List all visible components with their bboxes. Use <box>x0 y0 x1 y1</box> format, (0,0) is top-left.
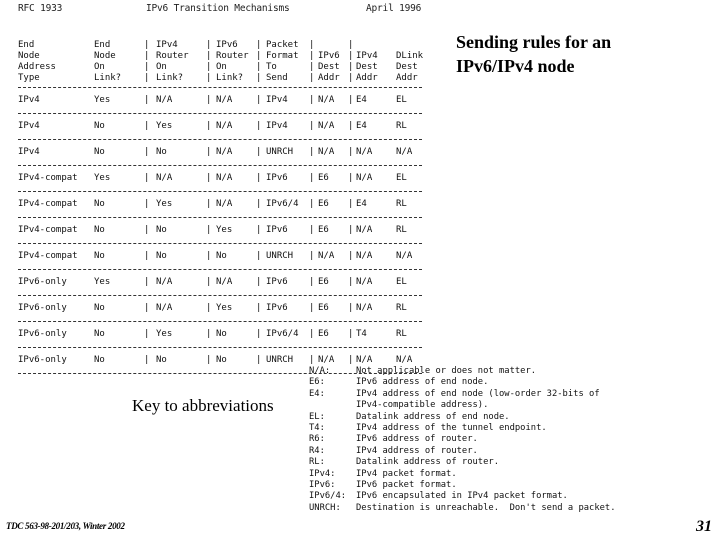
table-cell: Yes <box>94 277 111 287</box>
abbreviation-definition: Destination is unreachable. Don't send a packet. <box>356 502 616 513</box>
column-divider: | <box>206 251 212 261</box>
column-divider: | <box>309 121 315 131</box>
column-divider: | <box>256 355 262 365</box>
abbreviation-definition: IPv6 address of end node. <box>356 377 489 388</box>
rfc-number: RFC 1933 <box>18 3 63 14</box>
table-cell: EL <box>396 173 407 183</box>
table-cell: E6 <box>318 225 329 235</box>
table-cell: IPv6-only <box>18 303 67 313</box>
column-divider: | <box>144 73 150 83</box>
table-cell: Address <box>18 62 56 72</box>
table-cell: No <box>94 303 105 313</box>
abbreviation-key: E6: <box>309 377 325 388</box>
column-divider: | <box>309 173 315 183</box>
column-divider: | <box>348 303 354 313</box>
table-cell: No <box>94 147 105 157</box>
column-divider: | <box>144 251 150 261</box>
column-divider: | <box>144 51 150 61</box>
table-cell: IPv4 <box>18 147 40 157</box>
column-divider: | <box>256 277 262 287</box>
table-cell: N/A <box>318 121 335 131</box>
column-divider: | <box>206 73 212 83</box>
table-header-row <box>18 51 426 62</box>
table-row <box>18 173 426 185</box>
table-cell: N/A <box>156 173 173 183</box>
row-separator <box>18 191 422 193</box>
row-separator <box>18 295 422 297</box>
column-divider: | <box>348 355 354 365</box>
table-cell: No <box>156 147 167 157</box>
table-cell: N/A <box>318 147 335 157</box>
table-cell: E6 <box>318 329 329 339</box>
table-row <box>18 303 426 315</box>
table-cell: N/A <box>156 95 173 105</box>
column-divider: | <box>256 199 262 209</box>
table-cell: Dest <box>318 62 340 72</box>
table-row <box>18 199 426 211</box>
table-cell: No <box>94 121 105 131</box>
key-title: Key to abbreviations <box>132 396 274 415</box>
table-cell: Router <box>216 51 249 61</box>
table-row <box>18 147 426 159</box>
table-cell: N/A <box>216 277 233 287</box>
column-divider: | <box>309 303 315 313</box>
column-divider: | <box>348 173 354 183</box>
table-cell: IPv6 <box>216 40 238 50</box>
table-cell: E4 <box>356 95 367 105</box>
abbreviation-key: UNRCH: <box>309 502 341 513</box>
table-cell: Yes <box>156 199 173 209</box>
table-cell: N/A <box>216 147 233 157</box>
column-divider: | <box>309 277 315 287</box>
abbreviation-definition: IPv4 address of the tunnel endpoint. <box>356 422 547 433</box>
column-divider: | <box>309 225 315 235</box>
table-cell: IPv6 <box>266 173 288 183</box>
table-cell: E6 <box>318 199 329 209</box>
table-cell: Packet <box>266 40 299 50</box>
table-cell: IPv4-compat <box>18 173 78 183</box>
abbreviation-definition: IPv4 address of router. <box>356 445 478 456</box>
table-cell: No <box>94 225 105 235</box>
table-cell: IPv4 <box>18 95 40 105</box>
table-cell: Dest <box>356 62 378 72</box>
table-cell: UNRCH <box>266 147 294 157</box>
table-row <box>18 95 426 107</box>
table-cell: IPv6-only <box>18 329 67 339</box>
column-divider: | <box>144 121 150 131</box>
column-divider: | <box>256 147 262 157</box>
table-cell: End <box>94 40 111 50</box>
table-cell: N/A <box>356 173 373 183</box>
column-divider: | <box>256 225 262 235</box>
table-cell: Yes <box>216 225 233 235</box>
row-separator <box>18 243 422 245</box>
table-cell: Yes <box>156 329 173 339</box>
table-cell: IPv6 <box>266 277 288 287</box>
column-divider: | <box>144 303 150 313</box>
table-cell: N/A <box>356 355 373 365</box>
table-cell: Node <box>18 51 40 61</box>
table-cell: E6 <box>318 303 329 313</box>
abbreviation-key: N/A: <box>309 366 331 376</box>
abbreviation-definition: Datalink address of router. <box>356 457 499 468</box>
table-cell: UNRCH <box>266 355 294 365</box>
table-cell: Link? <box>216 73 244 83</box>
table-cell: No <box>216 355 227 365</box>
rfc-header <box>18 3 428 17</box>
row-separator <box>18 347 422 349</box>
column-divider: | <box>206 277 212 287</box>
column-divider: | <box>309 73 315 83</box>
column-divider: | <box>256 303 262 313</box>
abbreviation-key: IPv4: <box>309 468 336 479</box>
table-cell: On <box>94 62 105 72</box>
column-divider: | <box>256 62 262 72</box>
table-cell: IPv6 <box>266 225 288 235</box>
table-cell: Addr <box>396 73 418 83</box>
table-cell: DLink <box>396 51 424 61</box>
table-cell: E4 <box>356 199 367 209</box>
table-cell: Dest <box>396 62 418 72</box>
table-cell: No <box>216 329 227 339</box>
abbreviation-definition: Datalink address of end node. <box>356 411 510 422</box>
table-cell: RL <box>396 225 407 235</box>
column-divider: | <box>206 40 212 50</box>
table-cell: N/A <box>216 95 233 105</box>
column-divider: | <box>256 251 262 261</box>
slide-title: Sending rules for an IPv6/IPv4 node <box>456 32 612 76</box>
column-divider: | <box>348 51 354 61</box>
table-cell: Type <box>18 73 40 83</box>
column-divider: | <box>256 121 262 131</box>
table-cell: N/A <box>156 303 173 313</box>
table-cell: T4 <box>356 329 367 339</box>
column-divider: | <box>206 303 212 313</box>
column-divider: | <box>144 225 150 235</box>
table-cell: N/A <box>356 251 373 261</box>
table-cell: IPv4 <box>18 121 40 131</box>
column-divider: | <box>144 40 150 50</box>
row-separator <box>18 113 422 115</box>
table-cell: No <box>94 329 105 339</box>
table-header-row <box>18 73 426 84</box>
abbreviation-definition: IPv6 address of router. <box>356 434 478 445</box>
table-cell: N/A <box>216 173 233 183</box>
column-divider: | <box>256 329 262 339</box>
table-cell: N/A <box>216 199 233 209</box>
table-cell: N/A <box>356 147 373 157</box>
table-cell: EL <box>396 95 407 105</box>
row-separator <box>18 217 422 219</box>
table-cell: N/A <box>356 225 373 235</box>
row-separator <box>18 139 422 141</box>
table-cell: N/A <box>216 121 233 131</box>
table-cell: Format <box>266 51 299 61</box>
table-cell: IPv4 <box>266 121 288 131</box>
column-divider: | <box>206 51 212 61</box>
column-divider: | <box>256 173 262 183</box>
column-divider: | <box>348 251 354 261</box>
abbreviation-key: EL: <box>309 411 325 422</box>
abbreviation-key: R4: <box>309 445 325 456</box>
column-divider: | <box>144 95 150 105</box>
table-cell: N/A <box>156 277 173 287</box>
row-separator <box>18 165 422 167</box>
column-divider: | <box>309 251 315 261</box>
column-divider: | <box>348 121 354 131</box>
table-cell: IPv4 <box>156 40 178 50</box>
table-row <box>18 277 426 289</box>
abbreviation-definition: IPv4-compatible address). <box>356 400 489 411</box>
table-cell: RL <box>396 303 407 313</box>
table-cell: Yes <box>156 121 173 131</box>
rfc-title: IPv6 Transition Mechanisms <box>146 3 290 14</box>
column-divider: | <box>348 73 354 83</box>
table-cell: IPv6 <box>266 303 288 313</box>
abbreviation-key: E4: <box>309 388 325 399</box>
table-cell: To <box>266 62 277 72</box>
column-divider: | <box>309 40 315 50</box>
column-divider: | <box>144 147 150 157</box>
course-footer: TDC 563-98-201/203, Winter 2002 <box>6 521 125 531</box>
column-divider: | <box>309 199 315 209</box>
column-divider: | <box>206 355 212 365</box>
table-cell: No <box>94 251 105 261</box>
table-cell: EL <box>396 277 407 287</box>
table-cell: E4 <box>356 121 367 131</box>
table-cell: IPv6-only <box>18 355 67 365</box>
column-divider: | <box>348 199 354 209</box>
table-cell: Addr <box>356 73 378 83</box>
table-cell: N/A <box>318 251 335 261</box>
column-divider: | <box>348 62 354 72</box>
table-cell: IPv6/4 <box>266 329 299 339</box>
abbreviation-definition: Not applicable or does not matter. <box>356 366 537 376</box>
column-divider: | <box>348 329 354 339</box>
table-cell: Yes <box>94 95 111 105</box>
column-divider: | <box>144 355 150 365</box>
table-cell: E6 <box>318 173 329 183</box>
column-divider: | <box>348 225 354 235</box>
row-separator <box>18 87 422 89</box>
table-row <box>18 121 426 133</box>
table-cell: Router <box>156 51 189 61</box>
table-cell: IPv4-compat <box>18 225 78 235</box>
row-separator <box>18 321 422 323</box>
table-row <box>18 225 426 237</box>
table-cell: RL <box>396 199 407 209</box>
column-divider: | <box>256 95 262 105</box>
table-cell: No <box>156 225 167 235</box>
column-divider: | <box>206 95 212 105</box>
abbreviation-key: RL: <box>309 457 325 468</box>
table-cell: IPv4-compat <box>18 251 78 261</box>
table-cell: UNRCH <box>266 251 294 261</box>
table-cell: N/A <box>396 355 413 365</box>
table-cell: Link? <box>156 73 184 83</box>
table-cell: No <box>94 199 105 209</box>
column-divider: | <box>348 147 354 157</box>
row-separator <box>18 269 422 271</box>
column-divider: | <box>206 329 212 339</box>
abbreviation-key: T4: <box>309 422 325 433</box>
table-cell: End <box>18 40 35 50</box>
table-cell: E6 <box>318 277 329 287</box>
page-number: 31 <box>696 518 712 535</box>
table-cell: No <box>156 251 167 261</box>
column-divider: | <box>256 73 262 83</box>
table-header-row <box>18 40 426 51</box>
table-cell: On <box>216 62 227 72</box>
column-divider: | <box>144 62 150 72</box>
column-divider: | <box>206 147 212 157</box>
column-divider: | <box>144 173 150 183</box>
table-cell: IPv4 <box>356 51 378 61</box>
table-cell: No <box>216 251 227 261</box>
table-cell: IPv6 <box>318 51 340 61</box>
table-cell: IPv6/4 <box>266 199 299 209</box>
column-divider: | <box>206 173 212 183</box>
column-divider: | <box>206 225 212 235</box>
column-divider: | <box>206 199 212 209</box>
table-cell: IPv4-compat <box>18 199 78 209</box>
column-divider: | <box>309 51 315 61</box>
column-divider: | <box>348 40 354 50</box>
abbreviation-key: IPv6/4: <box>309 491 347 502</box>
column-divider: | <box>309 329 315 339</box>
column-divider: | <box>348 95 354 105</box>
column-divider: | <box>309 95 315 105</box>
table-cell: RL <box>396 329 407 339</box>
table-cell: Addr <box>318 73 340 83</box>
table-cell: N/A <box>356 277 373 287</box>
table-cell: No <box>156 355 167 365</box>
table-cell: Yes <box>216 303 233 313</box>
table-cell: IPv6-only <box>18 277 67 287</box>
table-cell: On <box>156 62 167 72</box>
table-header-row <box>18 62 426 73</box>
column-divider: | <box>309 147 315 157</box>
abbreviation-definition: IPv4 address of end node (low-order 32-bits of <box>356 388 600 399</box>
sending-rules-table <box>18 40 426 381</box>
rfc-date: April 1996 <box>366 3 422 14</box>
table-cell: Send <box>266 73 288 83</box>
abbreviation-definition: IPv4 packet format. <box>356 468 457 479</box>
abbreviation-key: IPv6: <box>309 479 336 490</box>
table-cell: Node <box>94 51 116 61</box>
table-cell: N/A <box>318 95 335 105</box>
table-cell: N/A <box>318 355 335 365</box>
table-cell: N/A <box>396 147 413 157</box>
table-row <box>18 251 426 263</box>
abbreviation-definition: IPv6 packet format. <box>356 479 457 490</box>
abbreviation-definition: IPv6 encapsulated in IPv4 packet format. <box>356 491 568 502</box>
column-divider: | <box>309 62 315 72</box>
column-divider: | <box>256 51 262 61</box>
column-divider: | <box>144 329 150 339</box>
column-divider: | <box>309 355 315 365</box>
table-cell: No <box>94 355 105 365</box>
column-divider: | <box>348 277 354 287</box>
column-divider: | <box>144 199 150 209</box>
column-divider: | <box>206 62 212 72</box>
table-cell: N/A <box>356 303 373 313</box>
column-divider: | <box>256 40 262 50</box>
abbreviation-key: R6: <box>309 434 325 445</box>
table-row <box>18 329 426 341</box>
column-divider: | <box>144 277 150 287</box>
table-cell: Yes <box>94 173 111 183</box>
table-cell: Link? <box>94 73 122 83</box>
column-divider: | <box>206 121 212 131</box>
table-cell: RL <box>396 121 407 131</box>
table-cell: N/A <box>396 251 413 261</box>
table-cell: IPv4 <box>266 95 288 105</box>
